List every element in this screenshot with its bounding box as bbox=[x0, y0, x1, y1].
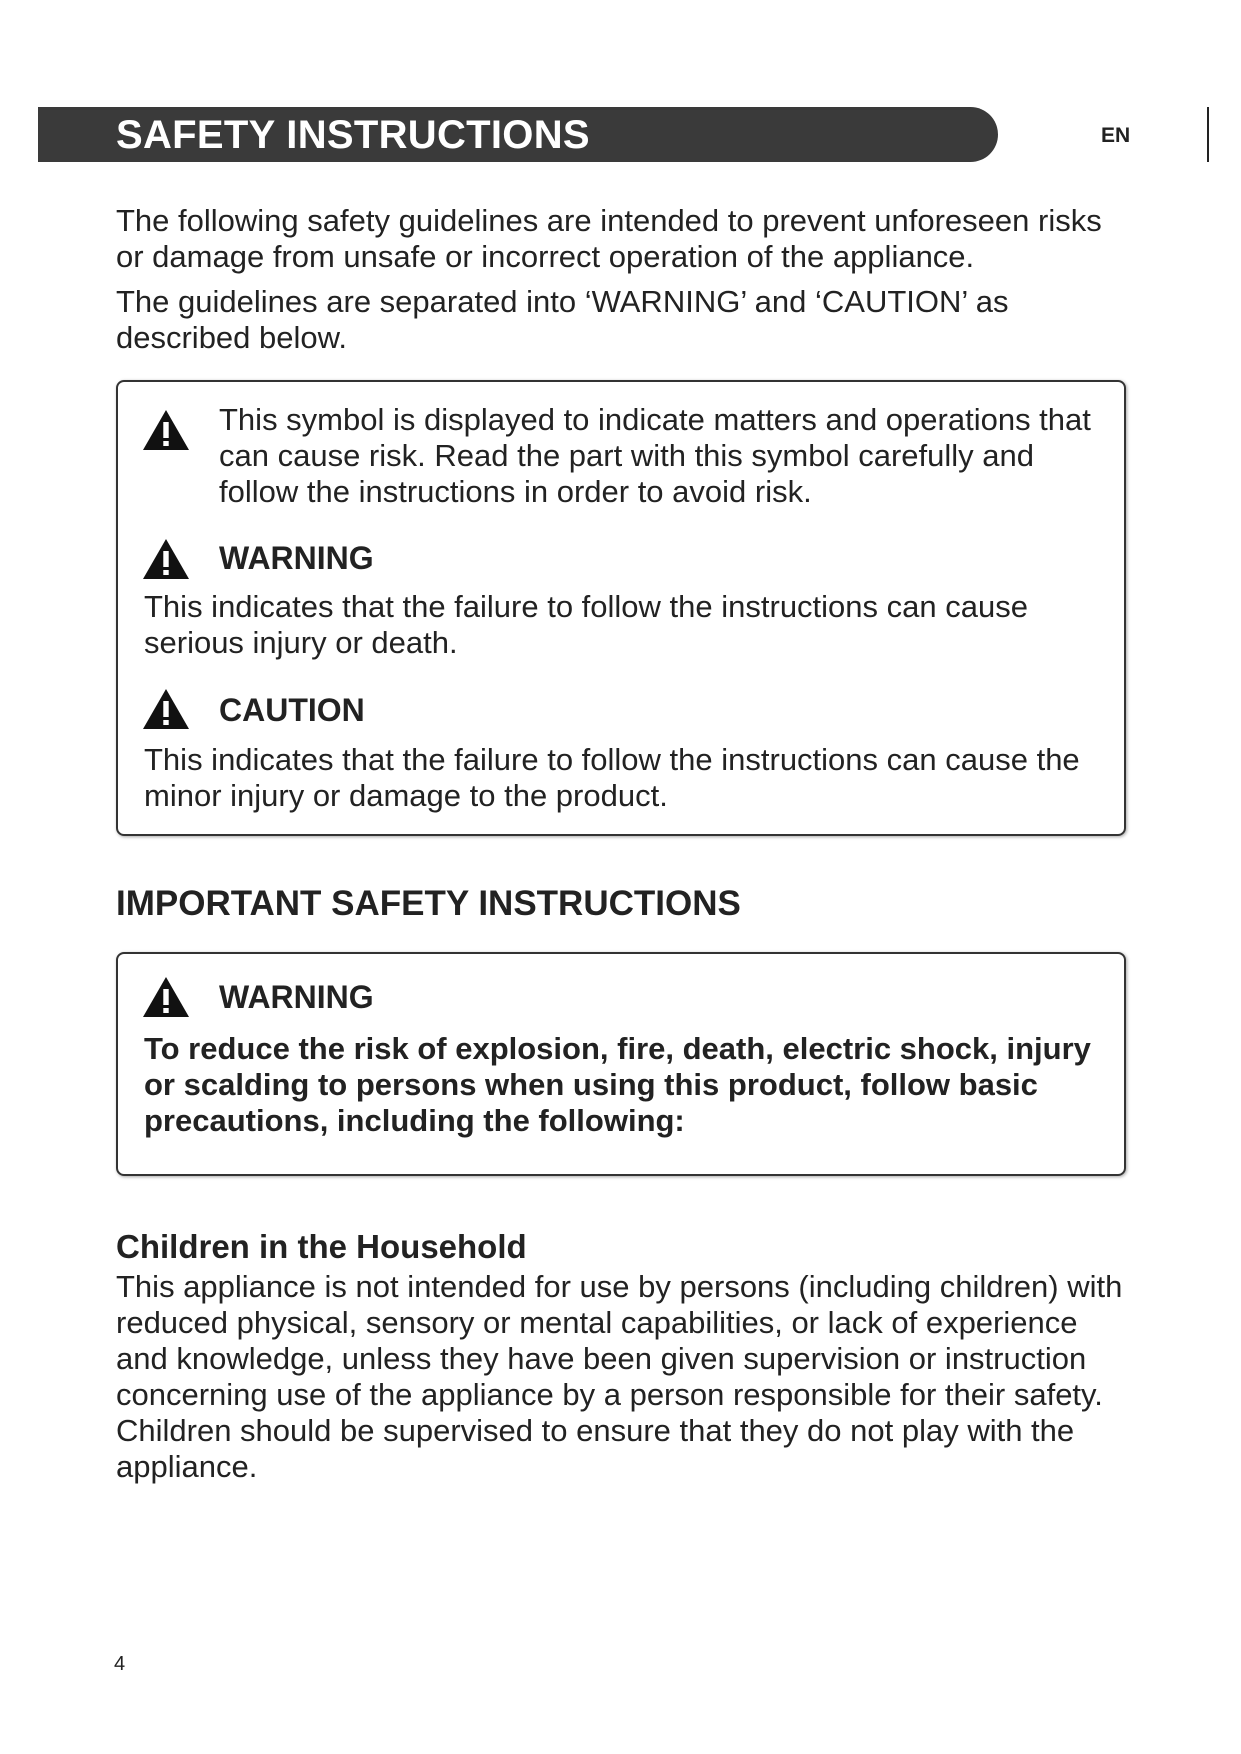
legend-box bbox=[116, 380, 1126, 836]
page-edge-marker bbox=[1207, 107, 1209, 162]
page-title: SAFETY INSTRUCTIONS bbox=[116, 113, 590, 157]
warning-triangle-icon bbox=[141, 537, 191, 581]
important-warning-label: WARNING bbox=[219, 979, 374, 1015]
warning-triangle-icon bbox=[141, 975, 191, 1019]
warning-triangle-icon bbox=[141, 408, 191, 452]
important-warning-text: To reduce the risk of explosion, fire, death, electric shock, injury or scalding to persons when using this product, follow basic precautions, including the following: bbox=[144, 1031, 1091, 1138]
intro-paragraph-2: The guidelines are separated into ‘WARNING’ and ‘CAUTION’ as described below. bbox=[116, 284, 1009, 355]
warning-label: WARNING bbox=[219, 540, 374, 576]
important-warning-box bbox=[116, 952, 1126, 1176]
children-paragraph: This appliance is not intended for use by persons (including children) with reduced physical, sensory or mental capabilities, or lack of experience and knowledge, unless they have been given supervision or instruction concerning use of the appliance by a person responsible for their safety. Children should be supervised to ensure that they do not play with the appliance. bbox=[116, 1269, 1123, 1484]
caution-triangle-icon bbox=[141, 687, 191, 731]
caution-label: CAUTION bbox=[219, 692, 365, 728]
intro-paragraph-1: The following safety guidelines are intended to prevent unforeseen risks or damage from unsafe or incorrect operation of the appliance. bbox=[116, 203, 1102, 274]
symbol-description: This symbol is displayed to indicate matters and operations that can cause risk. Read the part with this symbol carefully and follow the instructions in order to avoid risk. bbox=[219, 402, 1091, 509]
children-section-title: Children in the Household bbox=[116, 1228, 527, 1265]
important-section-title: IMPORTANT SAFETY INSTRUCTIONS bbox=[116, 884, 741, 923]
caution-description: This indicates that the failure to follow the instructions can cause the minor injury or damage to the product. bbox=[144, 742, 1080, 813]
language-label: EN bbox=[1101, 124, 1131, 147]
warning-description: This indicates that the failure to follow the instructions can cause serious injury or death. bbox=[144, 589, 1028, 660]
page-number: 4 bbox=[114, 1653, 126, 1675]
